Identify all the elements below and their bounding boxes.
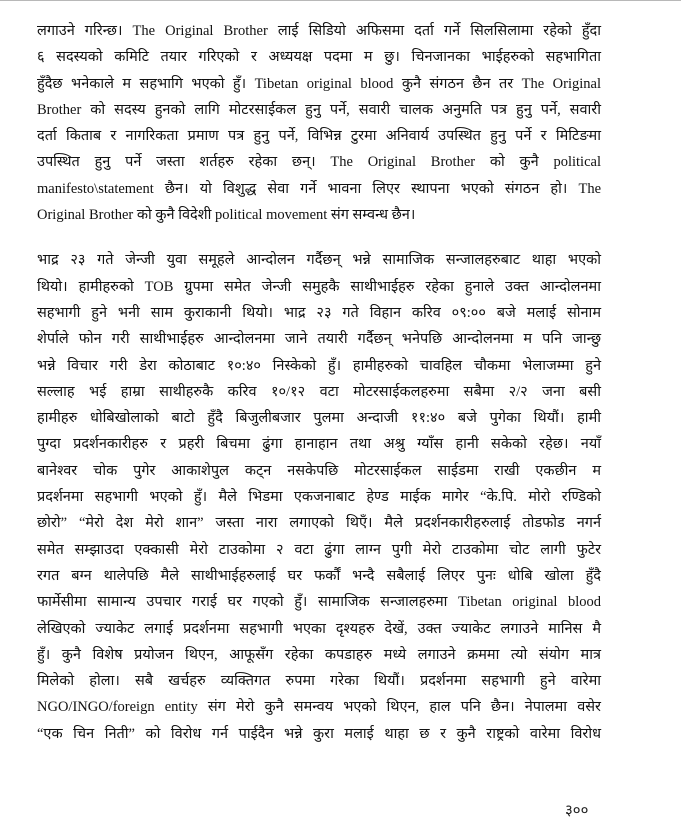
- text-line: NGO/INGO/foreign entity संग मेरो कुनै समन्वय भएको थिएन, हाल पनि छैन। नेपालमा वसेर: [37, 699, 601, 716]
- text-line: हामीहरु धोबिखोलाको बाटो हुँदै बिजुलीबजार पुलमा अन्दाजी ११:४० बजे पुगेका थियौं। हामी: [37, 410, 601, 427]
- text-line: ६ सदस्यको कमिटि तयार गरिएको र अध्ययक्ष पदमा म छु। चिनजानका भाईहरुको सहभागिता: [37, 49, 601, 66]
- page-top-border: [0, 0, 681, 1]
- text-line: लेखिएको ज्याकेट लगाई प्रदर्शनमा सहभागी भएका दृश्यहरु देखें, उक्त ज्याकेट लगाउने मानिस मै: [37, 620, 601, 637]
- text-line: बानेश्वर चोक पुगेर आकाशेपुल कट्न नसकेपछि मोटरसाईकल साईडमा राखी एकछीन म: [37, 462, 601, 479]
- text-line: manifesto\statement छैन। यो विशुद्ध सेवा गर्ने भावना लिएर स्थापना भएको संगठन हो। The: [37, 180, 601, 197]
- text-line: मिलेको होला। सबै खर्चहरु व्यक्तिगत रुपमा गरेका थियौं। प्रदर्शनमा सहभागी हुने वारेमा: [37, 673, 601, 690]
- text-line: पुग्दा प्रदर्शनकारीहरु र प्रहरी बिचमा ढुंगा हानाहान तथा अश्रु ग्याँस हानी सकेको रहेछ। नयाँ: [37, 436, 601, 453]
- text-line: सल्लाह भई हाम्रा साथीहरुकै करिव १०/१२ वटा मोटरसाईकलहरुमा सबैमा २/२ जना बसी: [37, 383, 601, 400]
- paragraph-1: [37, 18, 601, 228]
- text-line: प्रदर्शनमा सहभागी भएको हुँ। मैले भिडमा एकजनाबाट हेण्ड माईक मागेर “के.पि. मोरो रण्डिको: [37, 489, 601, 506]
- text-line: शेर्पाले फोन गरी साथीभाईहरु आन्दोलनमा जाने तयारी गर्दैछन् भनेपछि आन्दोलनमा म पनि जान्छु: [37, 331, 601, 348]
- text-line: रगत बग्न थालेपछि मैले साथीभाईहरुलाई घर फर्कौं भन्दै सबैलाई लिएर पुनः धोबि खोला हुँदै: [37, 567, 601, 584]
- text-line: छोरो” “मेरो देश मेरो शान” जस्ता नारा लगाएको थिएँ। मैले प्रदर्शनकारीहरुलाई तोडफोड नगर्न: [37, 515, 601, 532]
- text-line: भन्ने विचार गरी डेरा कोठाबाट १०:४० निस्केको हुँ। हामीहरुको चावहिल चौकमा भेलाजम्मा हुने: [37, 357, 601, 374]
- text-line: थियो। हामीहरुको TOB ग्रुपमा समेत जेन्जी समुहकै साथीभाईहरु रहेका हुनाले उक्त आन्दोलनमा: [37, 278, 601, 295]
- text-line: हुँ। कुनै विशेष प्रयोजन थिएन, आफूसँग रहेका कपडाहरु मध्ये लगाउने क्रममा त्यो संयोग मात्र: [37, 646, 601, 663]
- text-line: Brother को सदस्य हुनको लागि मोटरसाईकल हुनु पर्ने, सवारी चालक अनुमति पत्र हुनु पर्ने, सवारी: [37, 101, 601, 118]
- text-line: लगाउने गरिन्छ। The Original Brother लाई सिडियो अफिसमा दर्ता गर्ने सिलसिलामा रहेको हुँदा: [37, 23, 601, 39]
- text-line: हुँदैछ भनेकाले म सहभागि भएको हुँ। Tibetan original blood कुनै संगठन छैन तर The Original: [37, 75, 601, 92]
- text-line: समेत सम्झाउदा एक्कासी मेरो टाउकोमा २ वटा ढुंगा लाग्न पुगी मेरो टाउकोमा चोट लागी फुटेर: [37, 541, 601, 558]
- document-page: [37, 18, 601, 747]
- text-line: सहभागी हुने भनी साम कुराकानी थियो। भाद्र २३ गते विहान करिव ०९:०० बजे मलाई सोनाम: [37, 304, 601, 321]
- text-line: “एक चिन निती” को विरोध गर्न पाईदैन भन्ने कुरा मलाई थाहा छ र कुनै राष्ट्रको वारेमा विरोध: [37, 725, 601, 742]
- text-line: उपस्थित हुनु पर्ने जस्ता शर्तहरु रहेका छन्। The Original Brother को कुनै political: [37, 154, 601, 171]
- text-line: भाद्र २३ गते जेन्जी युवा समूहले आन्दोलन गर्दैछन् भन्ने सामाजिक सन्जालहरुबाट थाहा भएको: [37, 252, 601, 269]
- text-line: फार्मेसीमा सामान्य उपचार गराई घर गएको हुँ। सामाजिक सन्जालहरुमा Tibetan original blood: [37, 594, 601, 611]
- text-line: दर्ता किताब र नागरिकता प्रमाण पत्र हुनु पर्ने, विभिन्न टुरमा अनिवार्य उपस्थित हुनु पर्ने र मिटिङमा: [37, 128, 601, 145]
- page-number: ३००: [565, 801, 589, 819]
- paragraph-2: [37, 247, 601, 747]
- text-line: Original Brother को कुनै विदेशी political movement संग सम्वन्ध छैन।: [37, 207, 416, 224]
